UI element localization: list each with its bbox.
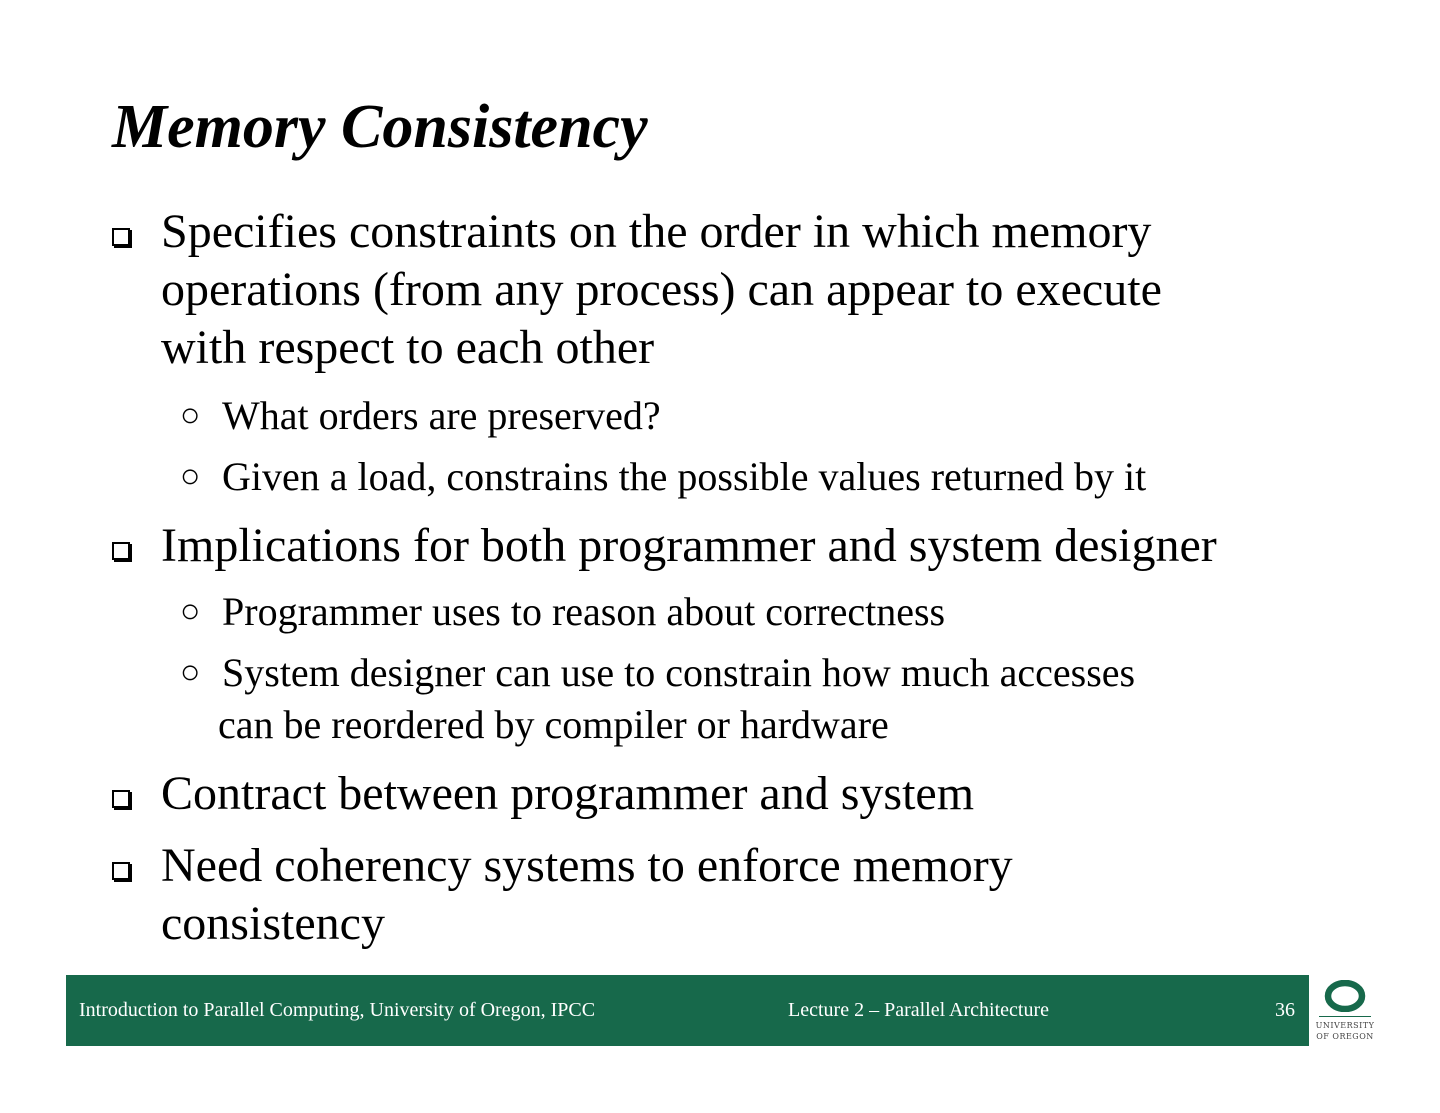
page-number: 36 bbox=[1275, 999, 1295, 1021]
bullet-line: consistency bbox=[161, 897, 385, 950]
footer-course: Introduction to Parallel Computing, University of Oregon, IPCC bbox=[79, 999, 596, 1021]
footer-lecture: Lecture 2 – Parallel Architecture bbox=[788, 999, 1049, 1021]
square-bullet-icon bbox=[112, 790, 130, 808]
bullet-line: Implications for both programmer and system designer bbox=[161, 519, 1217, 572]
sub-bullet-text: Given a load, constrains the possible values returned by it bbox=[222, 454, 1147, 499]
o-logo-icon bbox=[1324, 980, 1366, 1012]
circle-bullet-icon: ○ bbox=[180, 654, 201, 691]
bullet-line: Specifies constraints on the order in which memory bbox=[161, 205, 1152, 258]
sub-bullet-2-1 bbox=[180, 585, 945, 639]
bullet-line: with respect to each other bbox=[161, 321, 655, 374]
bullet-line: Contract between programmer and system bbox=[161, 767, 975, 820]
bullet-4 bbox=[112, 837, 1013, 953]
bullet-2 bbox=[112, 517, 1217, 575]
bullet-3 bbox=[112, 765, 974, 823]
circle-bullet-icon: ○ bbox=[180, 593, 201, 630]
bullet-line: operations (from any process) can appear to execute bbox=[161, 263, 1162, 316]
logo-text-line2: OF OREGON bbox=[1316, 1032, 1374, 1041]
sub-bullet-text: System designer can use to constrain how much accesses bbox=[222, 650, 1136, 695]
sub-bullet-text: can be reordered by compiler or hardware bbox=[218, 702, 889, 747]
sub-bullet-1-2 bbox=[180, 450, 1146, 504]
logo-text-line1: UNIVERSITY bbox=[1315, 1021, 1375, 1030]
bullet-1 bbox=[112, 203, 1162, 377]
bullet-line: Need coherency systems to enforce memory bbox=[161, 839, 1013, 892]
square-bullet-icon bbox=[112, 228, 130, 246]
footer-bar bbox=[66, 975, 1309, 1046]
sub-bullet-2-2 bbox=[180, 646, 1135, 752]
logo-divider bbox=[1319, 1016, 1371, 1017]
square-bullet-icon bbox=[112, 542, 130, 560]
circle-bullet-icon: ○ bbox=[180, 458, 201, 495]
slide-title: Memory Consistency bbox=[112, 93, 648, 161]
sub-bullet-1-1 bbox=[180, 389, 661, 443]
circle-bullet-icon: ○ bbox=[180, 397, 201, 434]
university-logo bbox=[1310, 975, 1380, 1050]
square-bullet-icon bbox=[112, 862, 130, 880]
sub-bullet-text: Programmer uses to reason about correctness bbox=[222, 589, 946, 634]
sub-bullet-text: What orders are preserved? bbox=[222, 393, 661, 438]
